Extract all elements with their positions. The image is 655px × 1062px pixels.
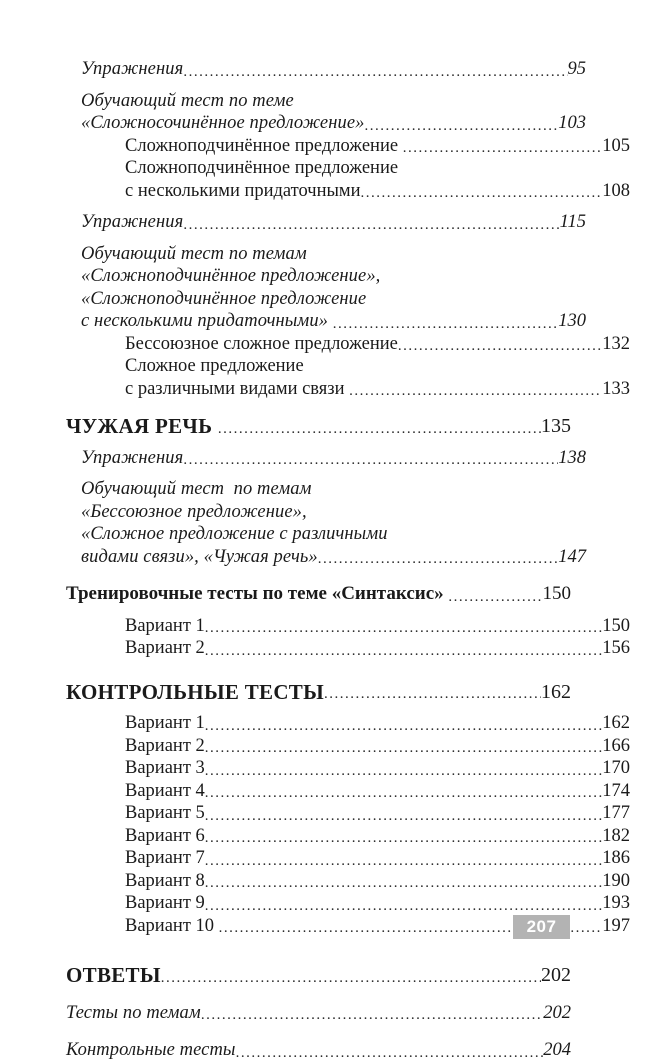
toc-entry-row[interactable] (81, 546, 586, 569)
dot-leader (403, 141, 603, 156)
toc-entry[interactable] (66, 157, 630, 202)
dot-leader (349, 384, 602, 399)
toc-entry[interactable] (66, 615, 630, 638)
toc-entry-row[interactable] (125, 135, 630, 158)
toc-page-number[interactable]: 197 (602, 915, 630, 936)
toc-entry[interactable] (66, 802, 630, 825)
dot-leader (205, 764, 602, 779)
dot-leader (333, 317, 558, 332)
toc-entry-title: Вариант 1 (125, 615, 205, 636)
toc-entry-title: с несколькими придаточными» (81, 311, 333, 331)
toc-page-number[interactable]: 202 (543, 1002, 571, 1023)
dot-leader (183, 65, 567, 80)
toc-entry-row[interactable] (125, 892, 630, 915)
toc-entry-row[interactable] (81, 112, 586, 135)
toc-page-number[interactable]: 177 (602, 803, 630, 823)
dot-leader (161, 971, 541, 986)
toc-entry-title: Вариант 10 (125, 915, 219, 936)
toc-page-number[interactable]: 132 (602, 333, 630, 354)
toc-entry-title: Сложное предложение (125, 356, 304, 376)
toc-page-number[interactable]: 105 (602, 135, 630, 156)
toc-entry-row[interactable] (125, 870, 630, 893)
toc-entry-continuation-line: «Сложное предложение с различными (81, 524, 388, 544)
toc-entry-row[interactable] (125, 615, 630, 638)
toc-page-number[interactable]: 108 (602, 180, 630, 201)
toc-entry-title: КОНТРОЛЬНЫЕ ТЕСТЫ (66, 679, 325, 704)
dot-leader (324, 687, 541, 702)
dot-leader (205, 854, 602, 869)
toc-entry-title: Контрольные тесты (66, 1040, 236, 1060)
toc-entry-continuation-line: «Сложноподчинённое предложение», (81, 266, 381, 286)
toc-entry-title: Вариант 1 (125, 713, 205, 733)
toc-entry-title: Вариант 3 (125, 758, 205, 778)
toc-entry-title: видами связи», «Чужая речь» (81, 546, 318, 567)
toc-page-number[interactable]: 193 (602, 893, 630, 913)
dot-leader (398, 339, 602, 354)
toc-page-number[interactable]: 95 (567, 59, 586, 79)
toc-entry-row[interactable] (66, 1039, 571, 1062)
toc-entry[interactable] (66, 964, 571, 987)
toc-entry-row[interactable] (125, 802, 630, 825)
toc-entry[interactable] (66, 681, 571, 704)
toc-entry-title: Вариант 9 (125, 893, 205, 913)
dot-leader (205, 899, 602, 914)
toc-page-number[interactable]: 130 (558, 311, 586, 331)
toc-entry[interactable] (66, 478, 586, 568)
toc-entry[interactable] (66, 415, 571, 438)
toc-entry[interactable] (66, 135, 630, 158)
dot-leader (448, 590, 542, 605)
toc-entry-title: с несколькими придаточными (125, 180, 361, 201)
toc-entry-title: Сложноподчинённое предложение (125, 158, 399, 178)
toc-entry[interactable] (66, 1002, 571, 1025)
toc-page-number[interactable]: 103 (558, 113, 586, 133)
toc-entry[interactable] (66, 243, 586, 333)
toc-page-number[interactable]: 190 (602, 870, 630, 891)
toc-entry-title: Упражнения (81, 59, 184, 79)
toc-entry-row[interactable] (66, 681, 571, 704)
toc-entry-title: Вариант 5 (125, 803, 205, 823)
toc-entry[interactable] (66, 355, 630, 400)
toc-page-number[interactable]: 135 (541, 415, 571, 437)
toc-entry-title: Сложноподчинённое предложение (125, 135, 403, 156)
toc-entry[interactable] (66, 712, 630, 735)
toc-entry-title: Упражнения (81, 447, 184, 468)
toc-page-number[interactable]: 162 (602, 713, 630, 733)
toc-entry-title: ОТВЕТЫ (66, 963, 161, 987)
toc-page-number[interactable]: 150 (602, 615, 630, 636)
dot-leader (205, 876, 602, 891)
toc-entry[interactable] (66, 847, 630, 870)
toc-entry-row[interactable] (81, 310, 586, 333)
toc-entry-title: ЧУЖАЯ РЕЧЬ (66, 414, 218, 438)
toc-entry[interactable] (66, 58, 586, 81)
dot-leader (205, 809, 602, 824)
toc-page-number[interactable]: 182 (602, 825, 630, 846)
toc-entry-title: Обучающий тест по теме (81, 90, 294, 111)
toc-entry-title: Обучающий тест по темам (81, 479, 312, 499)
toc-entry-row[interactable] (125, 825, 630, 848)
toc-entry-continuation-line: «Сложноподчинённое предложение (81, 288, 367, 309)
toc-entry-row[interactable] (125, 333, 630, 356)
toc-entry-title: Вариант 8 (125, 870, 205, 891)
toc-entry-row[interactable] (81, 447, 586, 470)
toc-entry-title: Тренировочные тесты по теме «Синтаксис» (66, 583, 449, 604)
table-of-contents (66, 58, 630, 1062)
toc-entry[interactable] (66, 211, 586, 234)
toc-page-number[interactable]: 174 (602, 780, 630, 801)
toc-entry-continuation-line: «Бессоюзное предложение», (81, 501, 307, 522)
dot-leader (205, 644, 602, 659)
toc-page-number[interactable]: 170 (602, 758, 630, 778)
toc-entry[interactable] (66, 735, 630, 758)
toc-entry-row[interactable] (125, 180, 630, 203)
toc-entry[interactable] (66, 90, 586, 135)
dot-leader (205, 621, 602, 636)
toc-entry[interactable] (66, 825, 630, 848)
toc-page-number[interactable]: 156 (602, 638, 630, 658)
dot-leader (218, 422, 541, 437)
page-number-label: 207 (526, 917, 557, 936)
toc-page-number[interactable]: 186 (602, 848, 630, 868)
dot-leader (361, 186, 603, 201)
toc-page-number[interactable]: 166 (602, 735, 630, 756)
page-number-badge (513, 915, 570, 939)
toc-entry-row[interactable] (81, 58, 586, 81)
toc-page-number[interactable]: 150 (542, 583, 571, 604)
toc-entry[interactable] (66, 892, 630, 915)
dot-leader (205, 786, 602, 801)
toc-entry-row[interactable] (125, 712, 630, 735)
dot-leader (365, 119, 559, 134)
toc-entry-title: «Сложносочинённое предложение» (81, 113, 365, 133)
toc-entry[interactable] (66, 870, 630, 893)
toc-entry-title: Вариант 2 (125, 638, 205, 658)
toc-page-number[interactable]: 204 (543, 1040, 571, 1060)
toc-entry[interactable] (66, 757, 630, 780)
toc-entry-title: Вариант 7 (125, 848, 205, 868)
toc-entry-title: Вариант 2 (125, 735, 205, 756)
toc-entry[interactable] (66, 583, 571, 606)
toc-entry[interactable] (66, 915, 630, 938)
toc-page-number[interactable]: 138 (558, 447, 586, 468)
toc-entry-row[interactable] (125, 780, 630, 803)
toc-page-number[interactable]: 147 (558, 546, 586, 567)
toc-page-number[interactable]: 162 (541, 680, 571, 703)
toc-entry-row[interactable] (66, 1002, 571, 1025)
toc-entry-title: Бессоюзное сложное предложение (125, 333, 398, 354)
toc-entry[interactable] (66, 447, 586, 470)
toc-page-number[interactable]: 115 (559, 212, 586, 232)
dot-leader (236, 1046, 544, 1061)
toc-entry-row[interactable] (81, 211, 586, 234)
toc-entry-row[interactable] (125, 378, 630, 401)
toc-entry-title: Вариант 4 (125, 780, 205, 801)
toc-entry-row[interactable] (125, 735, 630, 758)
toc-entry-title: Упражнения (81, 212, 184, 232)
toc-entry-row[interactable] (66, 964, 571, 987)
toc-page-number[interactable]: 202 (541, 964, 571, 986)
dot-leader (205, 831, 602, 846)
toc-entry-title: Тесты по темам (66, 1002, 201, 1023)
dot-leader (183, 453, 558, 468)
toc-entry-title: Обучающий тест по темам (81, 243, 307, 264)
toc-entry-row[interactable] (125, 757, 630, 780)
toc-entry-title: Вариант 6 (125, 825, 205, 846)
dot-leader (183, 218, 559, 233)
toc-entry-row[interactable] (125, 637, 630, 660)
dot-leader (201, 1008, 543, 1023)
toc-entry-row[interactable] (125, 847, 630, 870)
toc-entry[interactable] (66, 780, 630, 803)
toc-entry[interactable] (66, 1039, 571, 1062)
toc-entry-title: с различными видами связи (125, 378, 350, 399)
dot-leader (205, 741, 602, 756)
toc-entry[interactable] (66, 637, 630, 660)
toc-entry[interactable] (66, 333, 630, 356)
dot-leader (318, 552, 559, 567)
toc-page-number[interactable]: 133 (602, 378, 630, 399)
toc-entry-row[interactable] (66, 415, 571, 438)
dot-leader (205, 719, 602, 734)
toc-entry-row[interactable] (66, 583, 571, 606)
